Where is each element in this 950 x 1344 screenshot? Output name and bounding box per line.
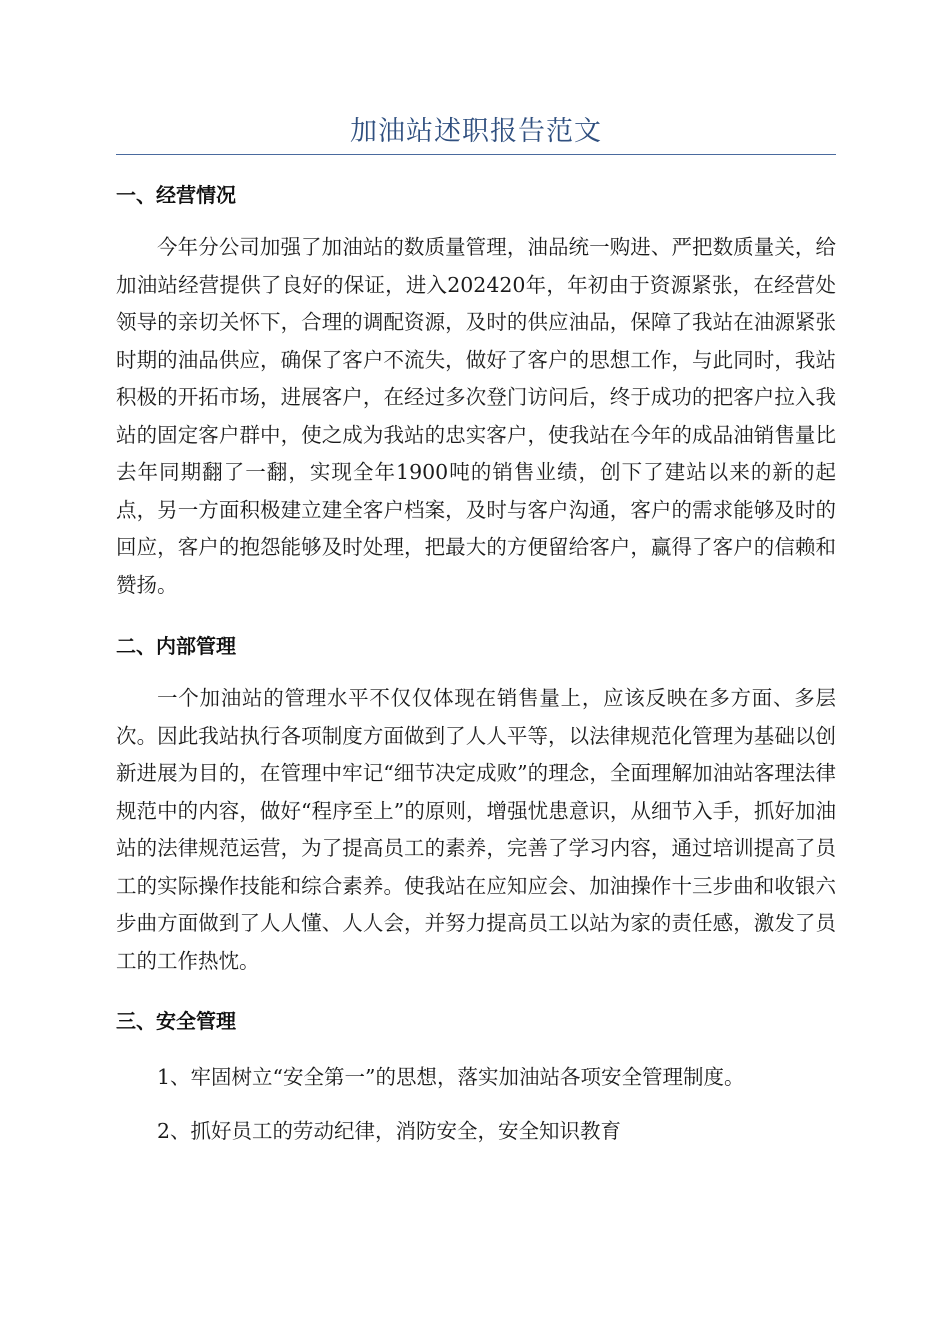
- document-title: 加油站述职报告范文: [350, 116, 602, 147]
- section-heading-safety-management: 三、安全管理: [116, 1009, 236, 1033]
- section-paragraph-operations: 今年分公司加强了加油站的数质量管理，油品统一购进、严把数质量关，给加油站经营提供了良好的保证，进入202420年，年初由于资源紧张，在经营处领导的亲切关怀下，合理的调配资源，及时的供应油品，保障了我站在油源紧张时期的油品供应，确保了客户不流失，做好了客户的思想工作，与此同时，我站积极的开拓市场，进展客户，在经过多次登门访问后，终于成功的把客户拉入我站的固定客户群中，使之成为我站的忠实客户，使我站在今年的成品油销售量比去年同期翻了一翻，实现全年1900吨的销售业绩，创下了建站以来的新的起点，另一方面积极建立建全客户档案，及时与客户沟通，客户的需求能够及时的回应，客户的抱怨能够及时处理，把最大的方便留给客户，赢得了客户的信赖和赞扬。: [116, 235, 836, 597]
- title-underline: [116, 154, 836, 155]
- section-heading-internal-management: 二、内部管理: [116, 634, 236, 658]
- section-heading-operations: 一、经营情况: [116, 183, 236, 207]
- section-paragraph-internal-management: 一个加油站的管理水平不仅仅体现在销售量上，应该反映在多方面、多层次。因此我站执行各项制度方面做到了人人平等，以法律规范化管理为基础以创新进展为目的，在管理中牢记“细节决定成败”的理念，全面理解加油站客理法律规范中的内容，做好“程序至上”的原则，增强忧患意识，从细节入手，抓好加油站的法律规范运营，为了提高员工的素养，完善了学习内容，通过培训提高了员工的实际操作技能和综合素养。使我站在应知应会、加油操作十三步曲和收银六步曲方面做到了人人懂、人人会，并努力提高员工以站为家的责任感，激发了员工的工作热忱。: [116, 686, 836, 973]
- list-item: 2、抓好员工的劳动纪律，消防安全，安全知识教育: [157, 1119, 622, 1143]
- list-item: 1、牢固树立“安全第一”的思想，落实加油站各项安全管理制度。: [157, 1065, 745, 1089]
